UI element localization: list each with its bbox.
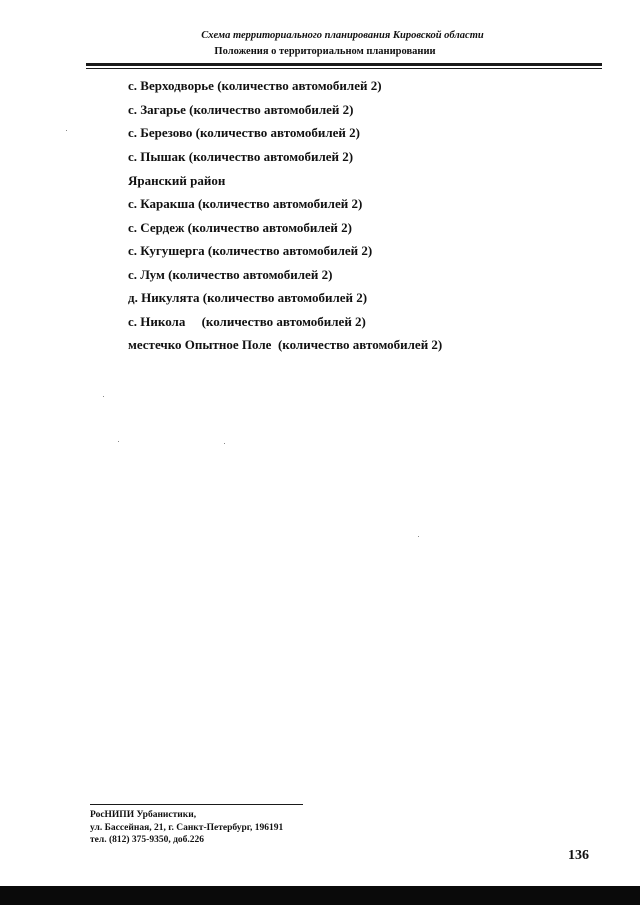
list-item: с. Сердеж (количество автомобилей 2) (128, 219, 352, 235)
footer-organization: РосНИПИ Урбанистики, (90, 810, 197, 820)
list-item: с. Каракша (количество автомобилей 2) (128, 196, 363, 211)
district-heading: Яранский район (128, 172, 226, 188)
list-item: с. Верходворье (количество автомобилей 2) (128, 78, 382, 93)
document-title: Схема территориального планирования Кировской области (201, 30, 484, 41)
footer-phone: тел. (812) 375-9350, доб.226 (90, 835, 205, 845)
scan-speck (66, 130, 67, 131)
page-footer (90, 804, 350, 847)
list-item: с. Пышак (количество автомобилей 2) (128, 148, 354, 164)
scan-speck (103, 396, 104, 397)
scan-speck (418, 536, 419, 537)
list-item: с. Лум (количество автомобилей 2) (128, 266, 333, 282)
list-item: с. Никола (количество автомобилей 2) (128, 313, 366, 329)
scan-bottom-edge (0, 886, 640, 905)
header-divider-thin (86, 68, 602, 69)
footer-divider (90, 804, 303, 805)
header-divider-thick (86, 63, 602, 66)
scan-speck (224, 443, 225, 444)
list-item: с. Березово (количество автомобилей 2) (128, 125, 360, 140)
footer-address: ул. Бассейная, 21, г. Санкт-Петербург, 196191 (90, 822, 284, 833)
list-item: д. Никулята (количество автомобилей 2) (128, 290, 368, 305)
list-item: местечко Опытное Поле (количество автомобилей 2) (128, 337, 443, 352)
list-item: с. Кугушерга (количество автомобилей 2) (128, 243, 373, 258)
page-number: 136 (568, 848, 589, 863)
list-item: с. Загарье (количество автомобилей 2) (128, 101, 354, 117)
scan-speck (118, 441, 119, 442)
document-subtitle: Положения о территориальном планировании (214, 46, 436, 57)
settlement-list (128, 77, 598, 360)
